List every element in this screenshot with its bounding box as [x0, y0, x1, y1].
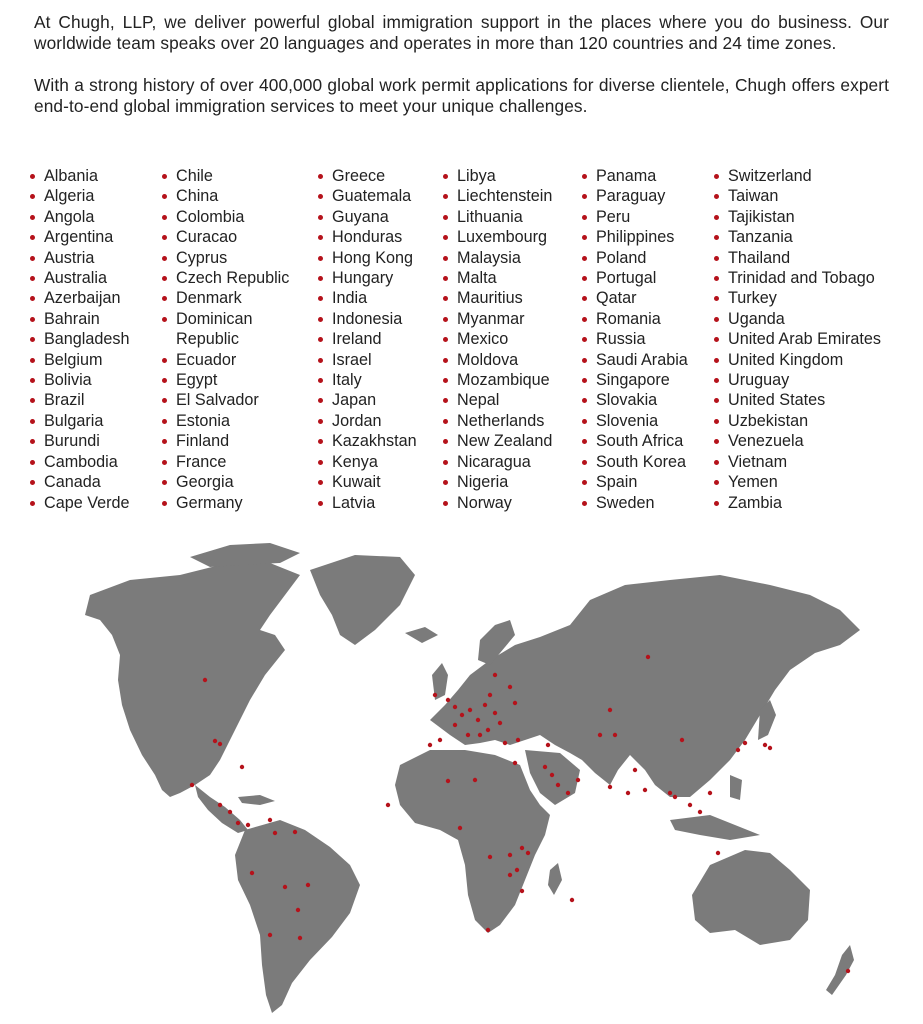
country-item: Finland [162, 431, 289, 451]
central-america-shape [195, 785, 248, 833]
country-item: Italy [318, 370, 417, 390]
country-item: Panama [582, 166, 688, 186]
country-item: Honduras [318, 227, 417, 247]
country-column-2 [162, 166, 289, 513]
country-item: Trinidad and Tobago [714, 268, 881, 288]
country-item: Kuwait [318, 472, 417, 492]
country-item: Czech Republic [162, 268, 289, 288]
country-item: Guatemala [318, 186, 417, 206]
country-item: Japan [318, 390, 417, 410]
country-item: Poland [582, 248, 688, 268]
country-item: New Zealand [443, 431, 552, 451]
country-item: Mauritius [443, 288, 552, 308]
country-item: Paraguay [582, 186, 688, 206]
country-item: Tanzania [714, 227, 881, 247]
country-item: Bangladesh [30, 329, 130, 349]
country-item: Argentina [30, 227, 130, 247]
intro-paragraph-2: With a strong history of over 400,000 global work permit applications for diverse clientele, Chugh offers expert end-to-end global immigration services to meet your unique challenges. [34, 75, 889, 116]
country-item: Bulgaria [30, 411, 130, 431]
country-item: Cambodia [30, 452, 130, 472]
country-item: France [162, 452, 289, 472]
country-item: Thailand [714, 248, 881, 268]
intro-paragraph-1: At Chugh, LLP, we deliver powerful global immigration support in the places where you do business. Our worldwide team speaks over 20 languages and operates in more than 120 countries and 24 time zones. [34, 12, 889, 53]
country-item: India [318, 288, 417, 308]
country-item: Dominican Republic [162, 309, 276, 350]
country-item: Romania [582, 309, 688, 329]
country-item: Ecuador [162, 350, 289, 370]
country-item: Liechtenstein [443, 186, 552, 206]
australia-shape [692, 850, 810, 945]
country-item: Uganda [714, 309, 881, 329]
country-item: United Arab Emirates [714, 329, 881, 349]
country-item: Nepal [443, 390, 552, 410]
country-item: Switzerland [714, 166, 881, 186]
country-item: Bahrain [30, 309, 130, 329]
world-map [70, 535, 870, 1015]
philippines-shape [730, 775, 742, 800]
country-item: Netherlands [443, 411, 552, 431]
country-item: Guyana [318, 207, 417, 227]
country-item: Norway [443, 493, 552, 513]
country-item: United Kingdom [714, 350, 881, 370]
country-item: Belgium [30, 350, 130, 370]
country-item: Egypt [162, 370, 289, 390]
country-item: Russia [582, 329, 688, 349]
country-item: Cape Verde [30, 493, 130, 513]
country-item: Austria [30, 248, 130, 268]
arctic-islands-shape [190, 543, 300, 567]
country-item: Malta [443, 268, 552, 288]
country-item: Slovakia [582, 390, 688, 410]
country-item: Hungary [318, 268, 417, 288]
country-item: Luxembourg [443, 227, 552, 247]
country-item: Brazil [30, 390, 130, 410]
country-item: Denmark [162, 288, 289, 308]
country-item: Chile [162, 166, 289, 186]
country-item: Greece [318, 166, 417, 186]
country-column-3 [318, 166, 417, 513]
country-item: Moldova [443, 350, 552, 370]
country-item: Albania [30, 166, 130, 186]
country-item: Lithuania [443, 207, 552, 227]
country-item: El Salvador [162, 390, 289, 410]
land-masses [85, 543, 860, 1013]
country-item: Georgia [162, 472, 289, 492]
country-item: Venezuela [714, 431, 881, 451]
country-item: China [162, 186, 289, 206]
country-item: Yemen [714, 472, 881, 492]
country-item: Saudi Arabia [582, 350, 688, 370]
country-item: Peru [582, 207, 688, 227]
country-item: Bolivia [30, 370, 130, 390]
country-item: Burundi [30, 431, 130, 451]
country-column-5 [582, 166, 688, 513]
country-item: Hong Kong [318, 248, 417, 268]
country-item: Vietnam [714, 452, 881, 472]
country-item: Germany [162, 493, 289, 513]
country-item: Malaysia [443, 248, 552, 268]
country-item: Tajikistan [714, 207, 881, 227]
country-column-1 [30, 166, 130, 513]
country-item: Israel [318, 350, 417, 370]
country-item: Nicaragua [443, 452, 552, 472]
country-item: Indonesia [318, 309, 417, 329]
iceland-shape [405, 627, 438, 643]
south-america-shape [235, 820, 360, 1013]
country-column-4 [443, 166, 552, 513]
africa-shape [395, 750, 550, 933]
country-item: Mexico [443, 329, 552, 349]
country-item: Uzbekistan [714, 411, 881, 431]
country-item: Spain [582, 472, 688, 492]
country-item: Cyprus [162, 248, 289, 268]
country-item: Canada [30, 472, 130, 492]
country-item: Estonia [162, 411, 289, 431]
country-item: Ireland [318, 329, 417, 349]
greenland-shape [310, 555, 415, 645]
country-item: Mozambique [443, 370, 552, 390]
country-item: Kazakhstan [318, 431, 417, 451]
country-item: Singapore [582, 370, 688, 390]
country-item: Turkey [714, 288, 881, 308]
country-item: South Korea [582, 452, 688, 472]
madagascar-shape [548, 863, 562, 895]
country-item: Taiwan [714, 186, 881, 206]
country-item: Algeria [30, 186, 130, 206]
southeast-asia-islands-shape [670, 815, 760, 840]
country-item: South Africa [582, 431, 688, 451]
country-item: United States [714, 390, 881, 410]
country-item: Philippines [582, 227, 688, 247]
country-item: Nigeria [443, 472, 552, 492]
country-column-6 [714, 166, 881, 513]
country-item: Angola [30, 207, 130, 227]
country-item: Myanmar [443, 309, 552, 329]
country-item: Libya [443, 166, 552, 186]
caribbean-shape [238, 795, 275, 805]
north-america-shape [85, 563, 300, 797]
country-item: Sweden [582, 493, 688, 513]
country-item: Portugal [582, 268, 688, 288]
country-item: Zambia [714, 493, 881, 513]
country-item: Kenya [318, 452, 417, 472]
country-item: Latvia [318, 493, 417, 513]
country-item: Curacao [162, 227, 289, 247]
country-item: Jordan [318, 411, 417, 431]
country-item: Uruguay [714, 370, 881, 390]
intro-text [34, 12, 889, 117]
country-item: Colombia [162, 207, 289, 227]
country-item: Qatar [582, 288, 688, 308]
country-item: Slovenia [582, 411, 688, 431]
country-item: Australia [30, 268, 130, 288]
country-item: Azerbaijan [30, 288, 130, 308]
